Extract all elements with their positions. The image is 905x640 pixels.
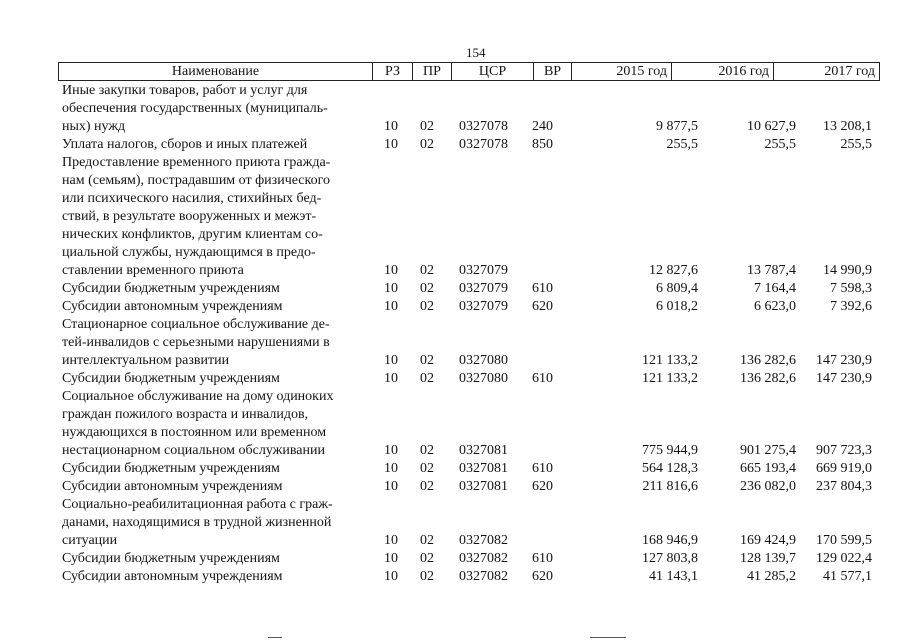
row-2015: 775 944,9 [642,443,698,458]
table-body [62,82,882,586]
row-2017: 669 919,0 [816,461,872,476]
row-2016: 255,5 [764,137,796,152]
table-row [62,316,882,370]
row-name: Субсидии автономным учреждениям [62,299,283,314]
header-2017: 2017 год [773,63,879,80]
row-pr: 02 [420,443,434,458]
row-name: Субсидии автономным учреждениям [62,569,283,584]
row-2016: 41 285,2 [747,569,796,584]
page-number: 154 [466,45,486,60]
row-csr: 0327081 [459,479,508,494]
header-2016: 2016 год [671,63,773,80]
table-row [62,550,882,568]
row-2015: 121 133,2 [642,353,698,368]
row-2017: 129 022,4 [816,551,872,566]
header-pr: ПР [412,63,451,80]
row-pr: 02 [420,119,434,134]
row-pr: 02 [420,299,434,314]
row-rz: 10 [384,299,398,314]
row-csr: 0327078 [459,119,508,134]
row-pr: 02 [420,371,434,386]
row-rz: 10 [384,569,398,584]
row-csr: 0327078 [459,137,508,152]
row-name: Субсидии бюджетным учреждениям [62,371,280,386]
scan-mark [268,637,282,638]
table-row [62,370,882,388]
row-2016: 10 627,9 [747,119,796,134]
table-row [62,388,882,460]
row-name: Субсидии бюджетным учреждениям [62,281,280,296]
row-2017: 14 990,9 [823,263,872,278]
row-name: Стационарное социальное обслуживание де- тей-инвалидов с серьезными нарушениями в интеллектуальном развитии [62,317,330,368]
row-name: Социально-реабилитационная работа с граж- данами, находящимися в трудной жизненной ситуации [62,497,333,548]
row-2016: 136 282,6 [740,353,796,368]
row-csr: 0327079 [459,299,508,314]
row-rz: 10 [384,137,398,152]
row-rz: 10 [384,371,398,386]
row-name: Иные закупки товаров, работ и услуг для обеспечения государственных (муниципаль- ных) нужд [62,83,328,134]
row-2015: 12 827,6 [649,263,698,278]
row-csr: 0327081 [459,443,508,458]
header-csr: ЦСР [451,63,533,80]
table-row [62,280,882,298]
row-2015: 127 803,8 [642,551,698,566]
row-pr: 02 [420,551,434,566]
row-csr: 0327079 [459,263,508,278]
row-name: Субсидии автономным учреждениям [62,479,283,494]
table-row [62,136,882,154]
row-2017: 7 598,3 [830,281,872,296]
header-2015: 2015 год [571,63,671,80]
row-2015: 9 877,5 [656,119,698,134]
row-pr: 02 [420,569,434,584]
row-pr: 02 [420,353,434,368]
scan-mark [590,637,626,638]
row-2017: 13 208,1 [823,119,872,134]
row-2015: 41 143,1 [649,569,698,584]
row-csr: 0327080 [459,353,508,368]
row-2016: 136 282,6 [740,371,796,386]
row-pr: 02 [420,479,434,494]
table-row [62,496,882,550]
table-row [62,568,882,586]
row-name: Субсидии бюджетным учреждениям [62,461,280,476]
row-vr: 620 [532,299,553,314]
row-vr: 240 [532,119,553,134]
row-2016: 6 623,0 [754,299,796,314]
table-row [62,298,882,316]
row-csr: 0327079 [459,281,508,296]
row-2017: 41 577,1 [823,569,872,584]
row-csr: 0327082 [459,551,508,566]
table-row [62,460,882,478]
row-csr: 0327082 [459,569,508,584]
row-2017: 7 392,6 [830,299,872,314]
table-row [62,154,882,280]
row-rz: 10 [384,533,398,548]
row-vr: 620 [532,479,553,494]
row-pr: 02 [420,533,434,548]
row-2017: 255,5 [840,137,872,152]
row-2017: 907 723,3 [816,443,872,458]
row-2016: 665 193,4 [740,461,796,476]
row-rz: 10 [384,281,398,296]
header-name: Наименование [171,64,260,79]
row-vr: 850 [532,137,553,152]
table-header [58,62,880,81]
row-vr: 610 [532,371,553,386]
row-2016: 13 787,4 [747,263,796,278]
row-pr: 02 [420,263,434,278]
table-row [62,478,882,496]
row-2016: 128 139,7 [740,551,796,566]
row-csr: 0327080 [459,371,508,386]
row-2015: 6 809,4 [656,281,698,296]
row-2017: 170 599,5 [816,533,872,548]
row-vr: 620 [532,569,553,584]
row-2015: 564 128,3 [642,461,698,476]
row-2017: 237 804,3 [816,479,872,494]
row-rz: 10 [384,263,398,278]
header-vr: ВР [533,63,571,80]
row-2015: 211 816,6 [642,479,698,494]
row-2015: 168 946,9 [642,533,698,548]
row-name: Предоставление временного приюта гражда- нам (семьям), пострадавшим от физического или психического насилия, стихийных бед- ствий, в результате вооруженных и межэт- нических конфликтов, другим клиентам со- циальной службы, нуждающимся в предо- ставлении временного приюта [62,155,331,278]
row-pr: 02 [420,137,434,152]
row-2017: 147 230,9 [816,371,872,386]
row-vr: 610 [532,461,553,476]
row-csr: 0327082 [459,533,508,548]
row-name: Уплата налогов, сборов и иных платежей [62,137,308,152]
row-rz: 10 [384,443,398,458]
row-rz: 10 [384,479,398,494]
row-name: Субсидии бюджетным учреждениям [62,551,280,566]
row-pr: 02 [420,461,434,476]
row-rz: 10 [384,353,398,368]
row-2016: 236 082,0 [740,479,796,494]
header-rz: РЗ [372,63,412,80]
row-pr: 02 [420,281,434,296]
row-rz: 10 [384,551,398,566]
row-rz: 10 [384,461,398,476]
row-2016: 7 164,4 [754,281,796,296]
row-2015: 255,5 [666,137,698,152]
row-2016: 901 275,4 [740,443,796,458]
row-2015: 6 018,2 [656,299,698,314]
row-rz: 10 [384,119,398,134]
table-row [62,82,882,136]
row-2016: 169 424,9 [740,533,796,548]
row-vr: 610 [532,281,553,296]
row-vr: 610 [532,551,553,566]
row-2015: 121 133,2 [642,371,698,386]
row-name: Социальное обслуживание на дому одиноких граждан пожилого возраста и инвалидов, нуждающихся в постоянном или временном нестационарном социальном обслуживании [62,389,334,458]
row-csr: 0327081 [459,461,508,476]
row-2017: 147 230,9 [816,353,872,368]
